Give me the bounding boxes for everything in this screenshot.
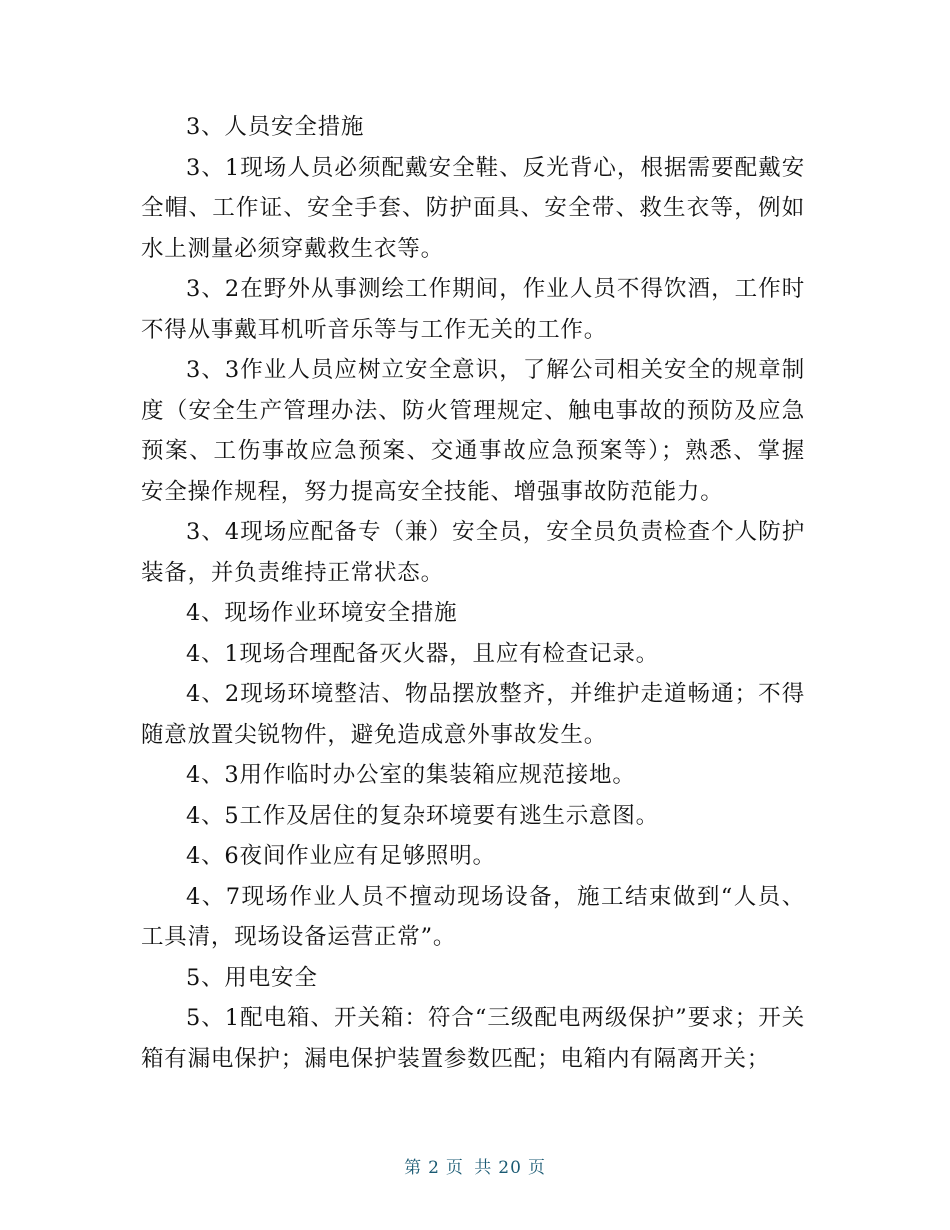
page-footer bbox=[0, 1153, 950, 1178]
paragraph-4-3: 4、3用作临时办公室的集装箱应规范接地。 bbox=[186, 762, 636, 788]
page-mid: 页 共 bbox=[445, 1158, 493, 1178]
paragraph-4-2: 4、2现场环境整洁、物品摆放整齐，并维护走道畅通；不得随意放置尖锐物件，避免造成意外事故发生。 bbox=[141, 681, 805, 748]
page-suffix: 页 bbox=[527, 1158, 546, 1178]
paragraph-4-5: 4、5工作及居住的复杂环境要有逃生示意图。 bbox=[186, 802, 659, 829]
paragraph-3-2: 3、2在野外从事测绘工作期间，作业人员不得饮酒，工作时不得从事戴耳机听音乐等与工作无关的工作。 bbox=[141, 276, 805, 343]
paragraph-3-3: 3、3作业人员应树立安全意识，了解公司相关安全的规章制度（安全生产管理办法、防火管理规定、触电事故的预防及应急预案、工伤事故应急预案、交通事故应急预案等）；熟悉、掌握安全操作规程，努力提高安全技能、增强事故防范能力。 bbox=[141, 357, 805, 505]
page-total: 20 bbox=[498, 1158, 522, 1178]
paragraph-4-7: 4、7现场作业人员不擅动现场设备，施工结束做到“人员、工具清，现场设备运营正常”。 bbox=[141, 883, 805, 950]
paragraph-3-1: 3、1现场人员必须配戴安全鞋、反光背心，根据需要配戴安全帽、工作证、安全手套、防护面具、安全带、救生衣等，例如水上测量必须穿戴救生衣等。 bbox=[141, 154, 805, 262]
paragraph-4-1: 4、1现场合理配备灭火器，且应有检查记录。 bbox=[186, 640, 659, 667]
section-heading-3: 3、人员安全措施 bbox=[186, 114, 365, 140]
paragraph-4-6: 4、6夜间作业应有足够照明。 bbox=[186, 843, 496, 869]
paragraph-3-4: 3、4现场应配备专（兼）安全员，安全员负责检查个人防护装备，并负责维持正常状态。 bbox=[141, 519, 805, 586]
page-prefix: 第 bbox=[404, 1158, 423, 1178]
paragraph-5-1: 5、1配电箱、开关箱：符合“三级配电两级保护”要求；开关箱有漏电保护；漏电保护装置参数匹配；电箱内有隔离开关； bbox=[141, 1005, 805, 1072]
document-body bbox=[141, 107, 805, 1079]
section-heading-5: 5、用电安全 bbox=[186, 964, 318, 991]
section-heading-4: 4、现场作业环境安全措施 bbox=[186, 600, 458, 626]
page-number: 2 bbox=[428, 1158, 440, 1178]
